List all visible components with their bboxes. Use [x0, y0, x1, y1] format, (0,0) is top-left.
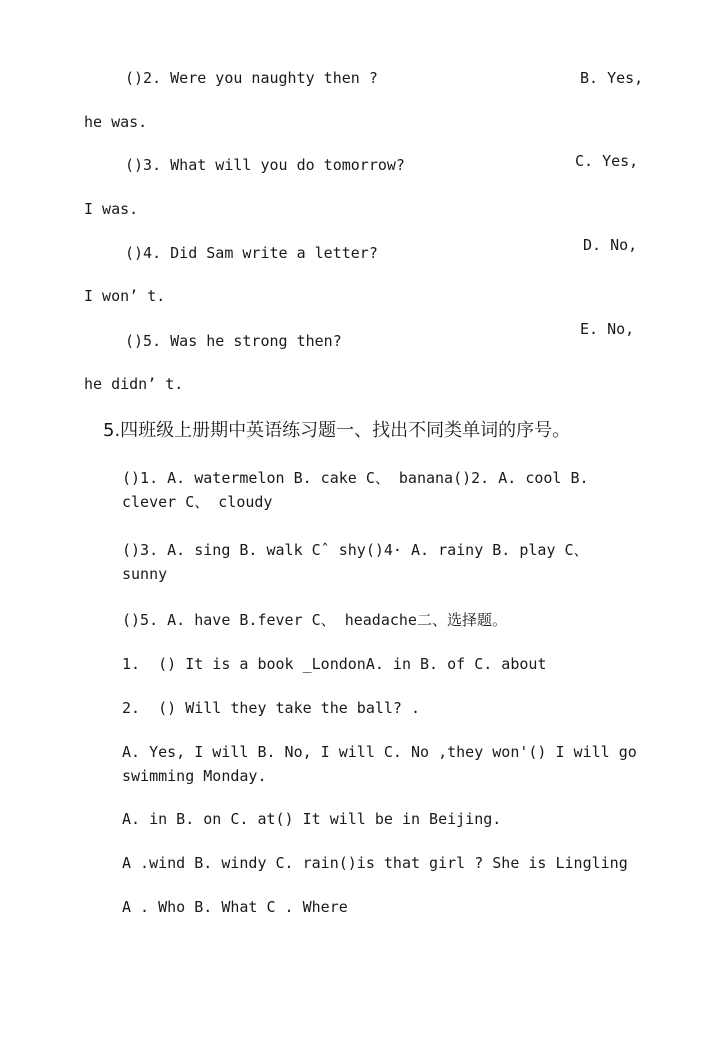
question-5: ()5. Was he strong then?	[125, 332, 342, 350]
odd-one-out-item-3-4: ()3. A. sing B. walk Cˆ shy()4· A. rainy B. play C、 sunny	[122, 541, 589, 583]
question-2: ()2. Were you naughty then ?	[125, 69, 378, 87]
answer-e-head: E. No,	[580, 320, 635, 338]
choice-line-b: A .wind B. windy C. rain()is that girl ? She is Lingling	[122, 854, 628, 872]
section-5-heading: 5.四班级上册期中英语练习题一、找出不同类单词的序号。	[103, 420, 571, 441]
choice-question-2-options: A. Yes, I will B. No, I will C. No ,they won'() I will go swimming Monday.	[122, 743, 637, 785]
answer-b-head: B. Yes,	[580, 69, 644, 87]
choice-question-1: 1. () It is a book _LondonA. in B. of C. about	[122, 655, 547, 673]
answer-e-tail: he didn’ t.	[84, 375, 184, 393]
choice-question-2: 2. () Will they take the ball? .	[122, 699, 421, 717]
answer-b-tail: he was.	[84, 113, 148, 131]
answer-d-head: D. No,	[583, 236, 638, 254]
odd-one-out-item-1-2: ()1. A. watermelon B. cake C、 banana()2. A. cool B. clever C、 cloudy	[122, 469, 589, 511]
answer-c-tail: I was.	[84, 200, 139, 218]
choice-line-c: A . Who B. What C . Where	[122, 898, 348, 916]
question-3: ()3. What will you do tomorrow?	[125, 156, 405, 174]
odd-one-out-item-5: ()5. A. have B.fever C、 headache二、选择题。	[122, 611, 507, 629]
question-4: ()4. Did Sam write a letter?	[125, 244, 378, 262]
choice-line-a: A. in B. on C. at() It will be in Beijing.	[122, 810, 502, 828]
answer-d-tail: I won’ t.	[84, 287, 166, 305]
answer-c-head: C. Yes,	[575, 152, 639, 170]
